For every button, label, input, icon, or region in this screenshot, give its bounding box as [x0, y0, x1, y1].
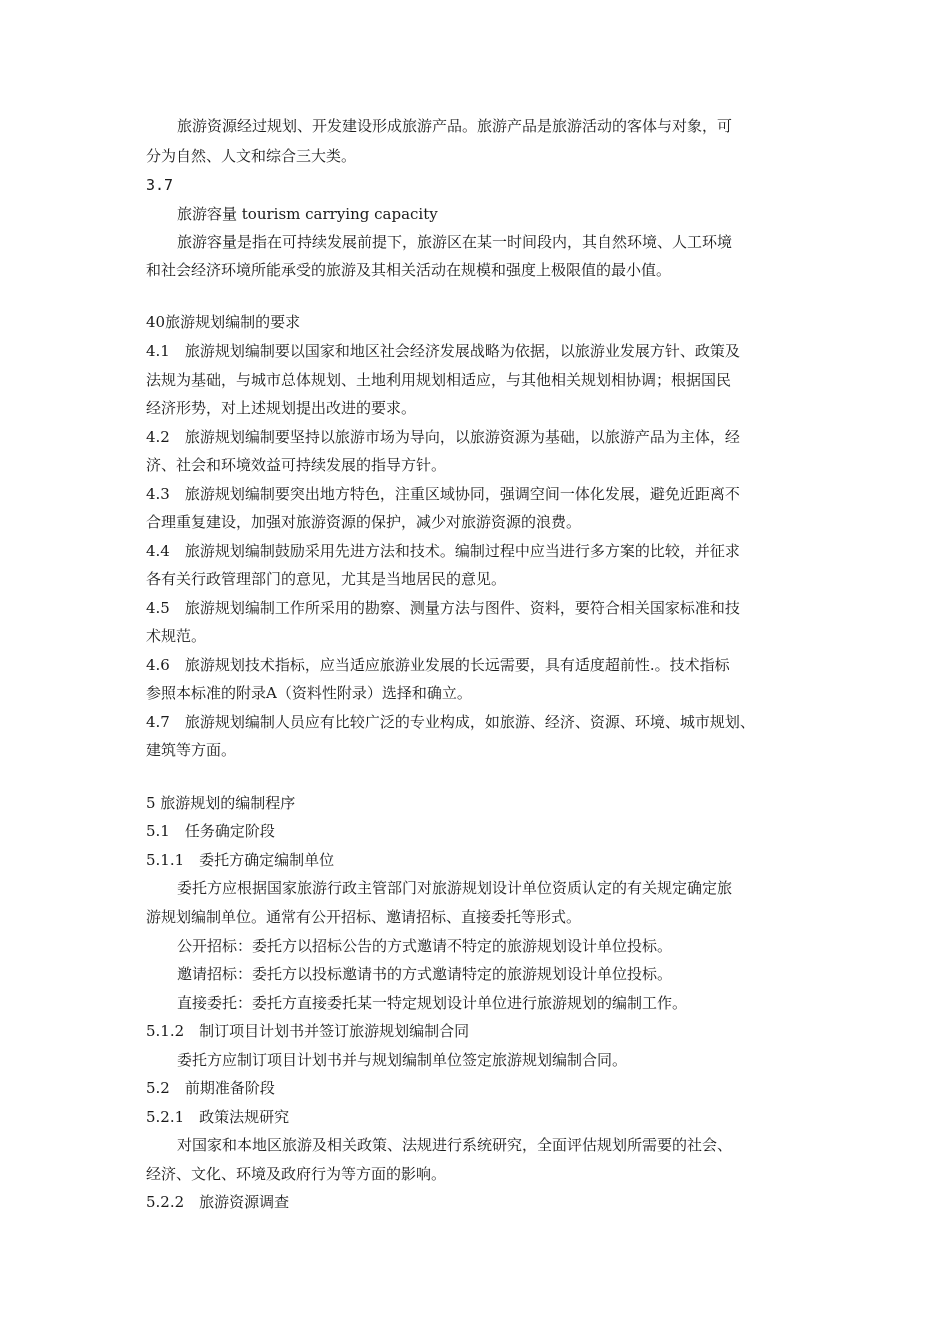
subsection-heading: 5.2.1 政策法规研究	[146, 1108, 290, 1126]
clause-line: 4.3 旅游规划编制要突出地方特色，注重区域协同，强调空间一体化发展，避免近距离不	[146, 485, 740, 503]
subsection-heading: 5.1 任务确定阶段	[146, 822, 275, 840]
paragraph-line: 邀请招标：委托方以投标邀请书的方式邀请特定的旅游规划设计单位投标。	[177, 965, 673, 983]
clause-line: 各有关行政管理部门的意见，尤其是当地居民的意见。	[146, 570, 507, 588]
paragraph-line: 旅游资源经过规划、开发建设形成旅游产品。旅游产品是旅游活动的客体与对象，可	[177, 117, 733, 135]
clause-line: 4.2 旅游规划编制要坚持以旅游市场为导向，以旅游资源为基础，以旅游产品为主体，经	[146, 428, 740, 446]
clause-line: 合理重复建设，加强对旅游资源的保护，减少对旅游资源的浪费。	[146, 513, 582, 531]
clause-line: 4.5 旅游规划编制工作所采用的勘察、测量方法与图件、资料，要符合相关国家标准和技	[146, 599, 740, 617]
subsection-heading: 5.1.1 委托方确定编制单位	[146, 851, 335, 869]
paragraph-line: 公开招标：委托方以招标公告的方式邀请不特定的旅游规划设计单位投标。	[177, 937, 673, 955]
section-heading: 40旅游规划编制的要求	[146, 313, 301, 331]
paragraph-line: 委托方应根据国家旅游行政主管部门对旅游规划设计单位资质认定的有关规定确定旅	[177, 879, 733, 897]
clause-line: 参照本标准的附录A（资料性附录）选择和确立。	[146, 684, 472, 702]
clause-line: 4.6 旅游规划技术指标，应当适应旅游业发展的长远需要，具有适度超前性.。技术指标	[146, 656, 730, 674]
clause-line: 4.1 旅游规划编制要以国家和地区社会经济发展战略为依据，以旅游业发展方针、政策及	[146, 342, 740, 360]
section-heading: 5 旅游规划的编制程序	[146, 794, 296, 812]
paragraph-line: 直接委托：委托方直接委托某一特定规划设计单位进行旅游规划的编制工作。	[177, 994, 688, 1012]
subsection-heading: 5.2 前期准备阶段	[146, 1079, 275, 1097]
section-number: 3.7	[146, 176, 174, 194]
subsection-heading: 5.2.2 旅游资源调查	[146, 1193, 290, 1211]
clause-line: 4.4 旅游规划编制鼓励采用先进方法和技术。编制过程中应当进行多方案的比较，并征求	[146, 542, 740, 560]
paragraph-line: 委托方应制订项目计划书并与规划编制单位签定旅游规划编制合同。	[177, 1051, 628, 1069]
clause-line: 4.7 旅游规划编制人员应有比较广泛的专业构成，如旅游、经济、资源、环境、城市规划、	[146, 713, 755, 731]
paragraph-line: 旅游容量是指在可持续发展前提下，旅游区在某一时间段内，其自然环境、人工环境	[177, 233, 733, 251]
paragraph-line: 游规划编制单位。通常有公开招标、邀请招标、直接委托等形式。	[146, 908, 582, 926]
clause-line: 建筑等方面。	[146, 741, 237, 759]
term-heading: 旅游容量 tourism carrying capacity	[177, 205, 438, 223]
clause-line: 济、社会和环境效益可持续发展的指导方针。	[146, 456, 447, 474]
subsection-heading: 5.1.2 制订项目计划书并签订旅游规划编制合同	[146, 1022, 470, 1040]
paragraph-line: 和社会经济环境所能承受的旅游及其相关活动在规模和强度上极限值的最小值。	[146, 261, 672, 279]
clause-line: 法规为基础，与城市总体规划、土地利用规划相适应，与其他相关规划相协调；根据国民	[146, 371, 732, 389]
paragraph-line: 对国家和本地区旅游及相关政策、法规进行系统研究，全面评估规划所需要的社会、	[177, 1136, 733, 1154]
paragraph-line: 经济、文化、环境及政府行为等方面的影响。	[146, 1165, 447, 1183]
paragraph-line: 分为自然、人文和综合三大类。	[146, 147, 357, 165]
clause-line: 经济形势，对上述规划提出改进的要求。	[146, 399, 417, 417]
clause-line: 术规范。	[146, 627, 207, 645]
